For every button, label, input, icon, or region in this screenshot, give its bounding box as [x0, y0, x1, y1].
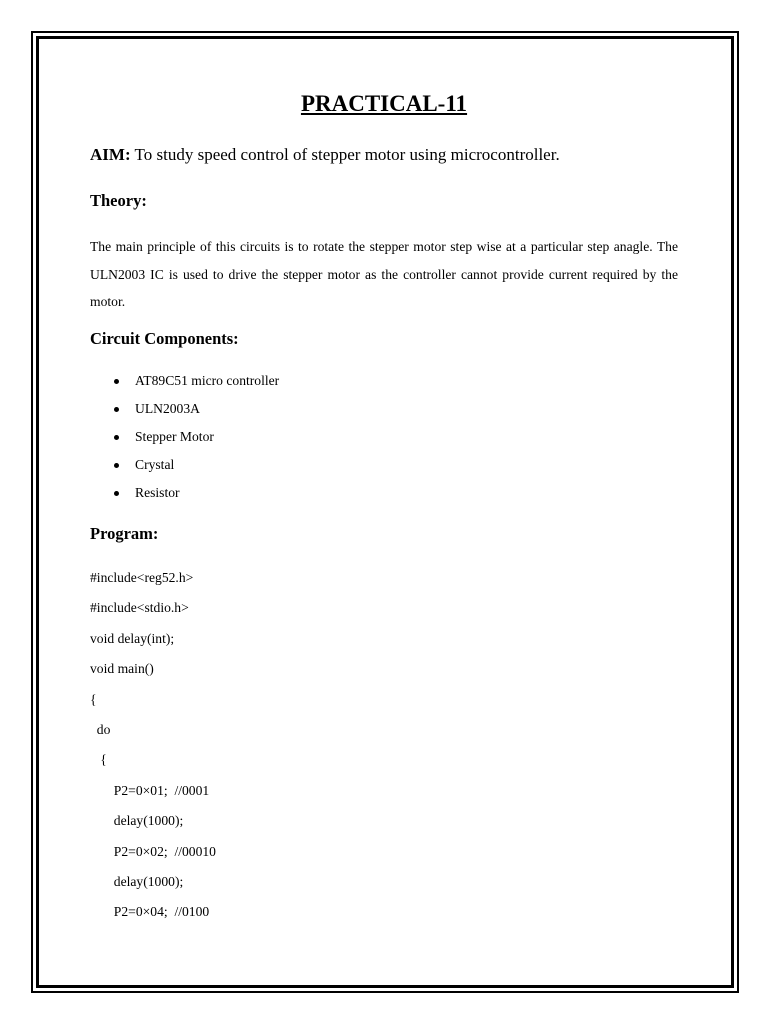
code-line: P2=0×02; //00010 — [90, 843, 216, 859]
list-item: Resistor — [114, 482, 279, 510]
code-line: void main() — [90, 661, 154, 677]
code-line: void delay(int); — [90, 630, 175, 646]
code-line: { — [90, 752, 107, 768]
code-line: do — [90, 721, 111, 737]
code-line: #include<reg52.h> — [90, 570, 194, 585]
code-line: #include<stdio.h> — [90, 600, 189, 616]
theory-paragraph: The main principle of this circuits is to rotate the stepper motor step wise at a particular step anagle. The ULN2003 IC is used to drive the stepper motor as the controller cannot provide current required by the motor. — [90, 239, 678, 309]
code-line: { — [90, 691, 97, 707]
components-heading: Circuit Components: — [90, 329, 239, 348]
program-heading: Program: — [90, 524, 159, 543]
code-line: P2=0×04; //0100 — [90, 904, 210, 920]
list-item: Crystal — [114, 454, 279, 482]
list-item: Stepper Motor — [114, 426, 279, 454]
components-list — [114, 370, 279, 510]
code-line: delay(1000); — [90, 813, 184, 829]
aim-line — [90, 145, 560, 165]
theory-heading: Theory: — [90, 191, 147, 210]
aim-label: AIM: — [90, 145, 131, 164]
code-line: P2=0×01; //0001 — [90, 782, 210, 798]
list-item: ULN2003A — [114, 398, 279, 426]
program-code — [90, 567, 216, 932]
list-item: AT89C51 micro controller — [114, 370, 279, 398]
aim-text: To study speed control of stepper motor using microcontroller. — [130, 145, 560, 164]
page-title: PRACTICAL-11 — [300, 91, 468, 116]
code-line: delay(1000); — [90, 873, 184, 889]
